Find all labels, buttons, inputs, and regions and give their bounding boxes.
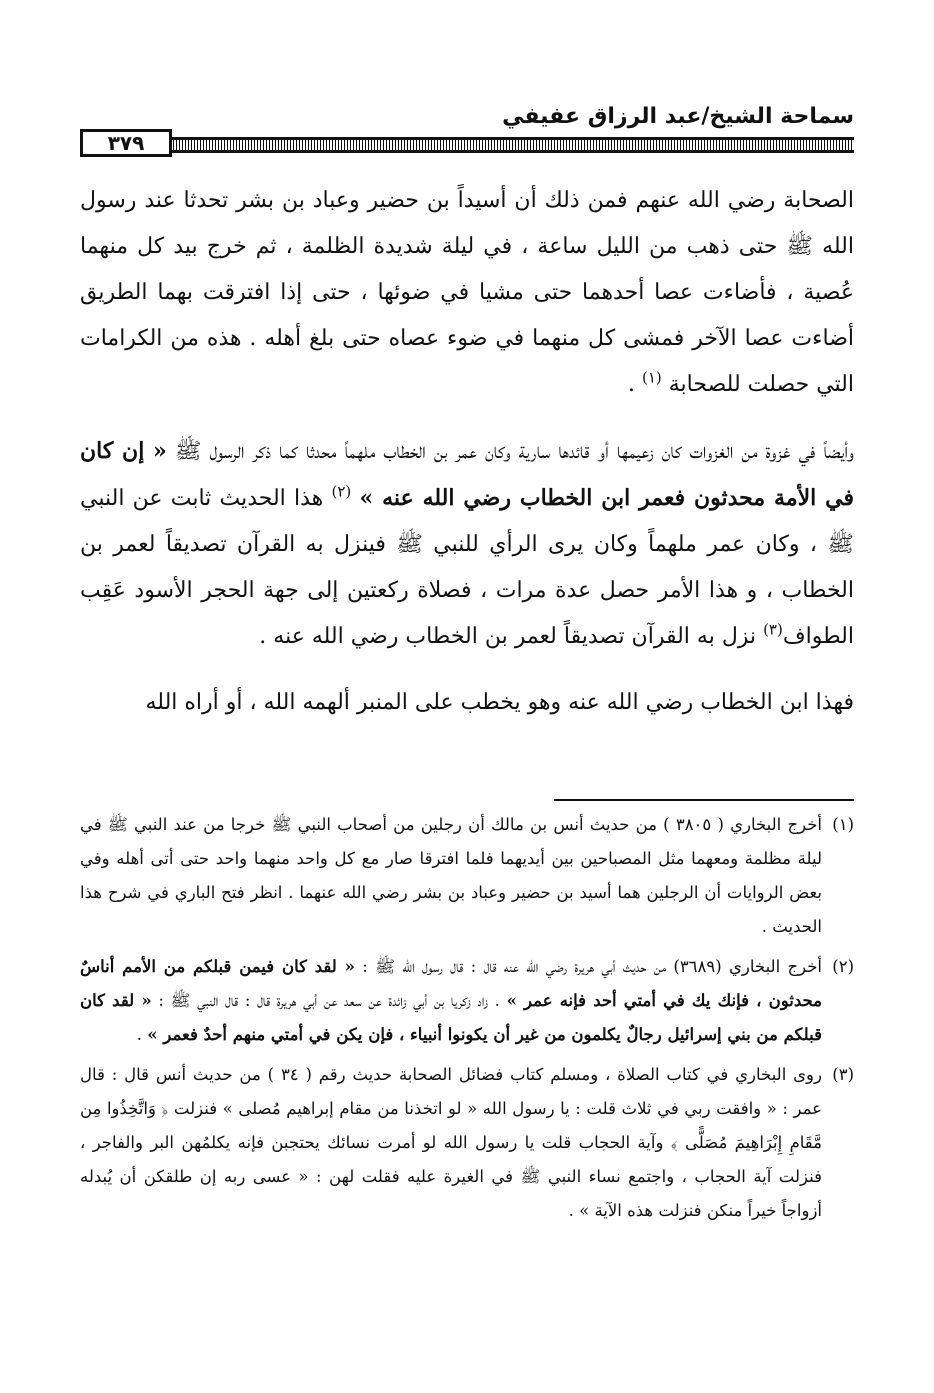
- footnote-text: .: [136, 1025, 148, 1044]
- footnote-2: [80, 950, 854, 1052]
- footnote-text: . زاد زكريا بن أبي زائدة عن سعد عن أبي هريرة قال : قال النبي ﷺ :: [151, 991, 507, 1010]
- paragraph-1: [80, 178, 854, 408]
- running-header-title: سماحة الشيخ/عبد الرزاق عفيفي: [502, 104, 854, 129]
- text-run: هذا الحديث ثابت عن النبي ﷺ ، وكان عمر ملهماً وكان يرى الرأي للنبي ﷺ فينزل به القرآن تصديقاً لعمر بن الخطاب ، و هذا الأمر حصل عدة مرات ، فصلاة ركعتين إلى جهة الحجر الأسود عَقِب الطواف: [80, 486, 854, 649]
- footnote-label: (٢): [832, 957, 854, 976]
- text-run: .: [627, 372, 642, 397]
- main-text: [80, 178, 854, 726]
- footnote-label: (١): [832, 815, 854, 834]
- footnote-ref-3: (٣): [763, 620, 783, 639]
- footnote-divider: [554, 799, 854, 801]
- page-header: [80, 100, 854, 160]
- page-number: ٣٧٩: [80, 129, 172, 157]
- footnote-text: أخرج البخاري ( ٣٨٠٥ ) من حديث أنس بن مالك أن رجلين من أصحاب النبي ﷺ خرجا من عند النبي ﷺ في ليلة مظلمة ومعهما مثل المصباحين بين أيديهما فلما افترقا صار مع كل واحد منهما واحد حتى أتى أهله وفي بعض الروايات أن الرجلين هما أسيد بن حضير وعباد بن بشر رضي الله عنهما . انظر فتح الباري في شرح هذا الحديث .: [80, 815, 822, 936]
- hadith-quote: « إن كان في الأمة محدثون فعمر ابن الخطاب رضي الله عنه »: [80, 438, 855, 511]
- paragraph-2: [80, 428, 854, 660]
- footnote-3: [80, 1058, 854, 1228]
- footnote-1: [80, 808, 854, 944]
- footnote-label: (٣): [832, 1065, 854, 1084]
- hadith-quote: « لقد كان قبلكم من بني إسرائيل رجالٌ يكلمون من غير أن يكونوا أنبياء ، فإن يكن في أمتي منهم أحدٌ فعمر »: [80, 991, 822, 1044]
- hadith-quote: « لقد كان فيمن قبلكم من الأمم أناسٌ محدثون ، فإنك يك في أمتي أحد فإنه عمر »: [80, 957, 822, 1010]
- footnote-text: روى البخاري في كتاب الصلاة ، ومسلم كتاب فضائل الصحابة حديث رقم ( ٣٤ ) من حديث أنس قال : قال عمر : « وافقت ربي في ثلاث قلت : يا رسول الله « لو اتخذنا من مقام إبراهيم مُصلى » فنزلت ﴿ وَاتَّخِذُوا مِن مَّقَامِ إِبْرَاهِيمَ مُصَلًّى ﴾ وآية الحجاب قلت يا رسول الله لو أمرت نسائك يحتجبن فإنه يكلمُهن البر والفاجر ، فنزلت آية الحجاب ، واجتمع نساء النبي ﷺ في الغيرة عليه فقلت لهن : « عسى ربه إن طلقكن أن يُبدله أزواجاً خيراً منكن فنزلت هذه الآية » .: [80, 1065, 822, 1220]
- text-run: الصحابة رضي الله عنهم فمن ذلك أن أسيداً بن حضير وعباد بن بشر تحدثا عند رسول الله ﷺ حتى ذهب من الليل ساعة ، في ليلة شديدة الظلمة ، ثم خرج بيد كل منهما عُصية ، فأضاءت عصا أحدهما حتى مشيا في ضوئها ، حتى إذا افترقت بهما الطريق أضاءت عصا الآخر فمشى كل منهما في ضوء عصاه حتى بلغ أهله . هذه من الكرامات التي حصلت للصحابة: [80, 188, 854, 397]
- footnote-ref-1: (١): [641, 368, 662, 387]
- footnote-text: أخرج البخاري (٣٦٨٩) من حديث أبي هريرة رضي الله عنه قال : قال رسول الله ﷺ :: [354, 957, 823, 976]
- footnotes: [80, 808, 854, 1234]
- footnote-ref-2: (٢): [331, 482, 352, 501]
- text-run: وأيضاً في غزوة من الغزوات كان زعيمها أو قائدها سارية وكان عمر بن الخطاب ملهماً محدثا كما ذكر الرسول ﷺ: [166, 439, 854, 464]
- text-run: [351, 486, 359, 511]
- paragraph-3: [80, 680, 854, 726]
- header-rule: [80, 137, 854, 153]
- text-run: فهذا ابن الخطاب رضي الله عنه وهو يخطب على المنبر ألهمه الله ، أو أراه الله: [145, 690, 854, 715]
- text-run: نزل به القرآن تصديقاً لعمر بن الخطاب رضي الله عنه .: [259, 624, 764, 649]
